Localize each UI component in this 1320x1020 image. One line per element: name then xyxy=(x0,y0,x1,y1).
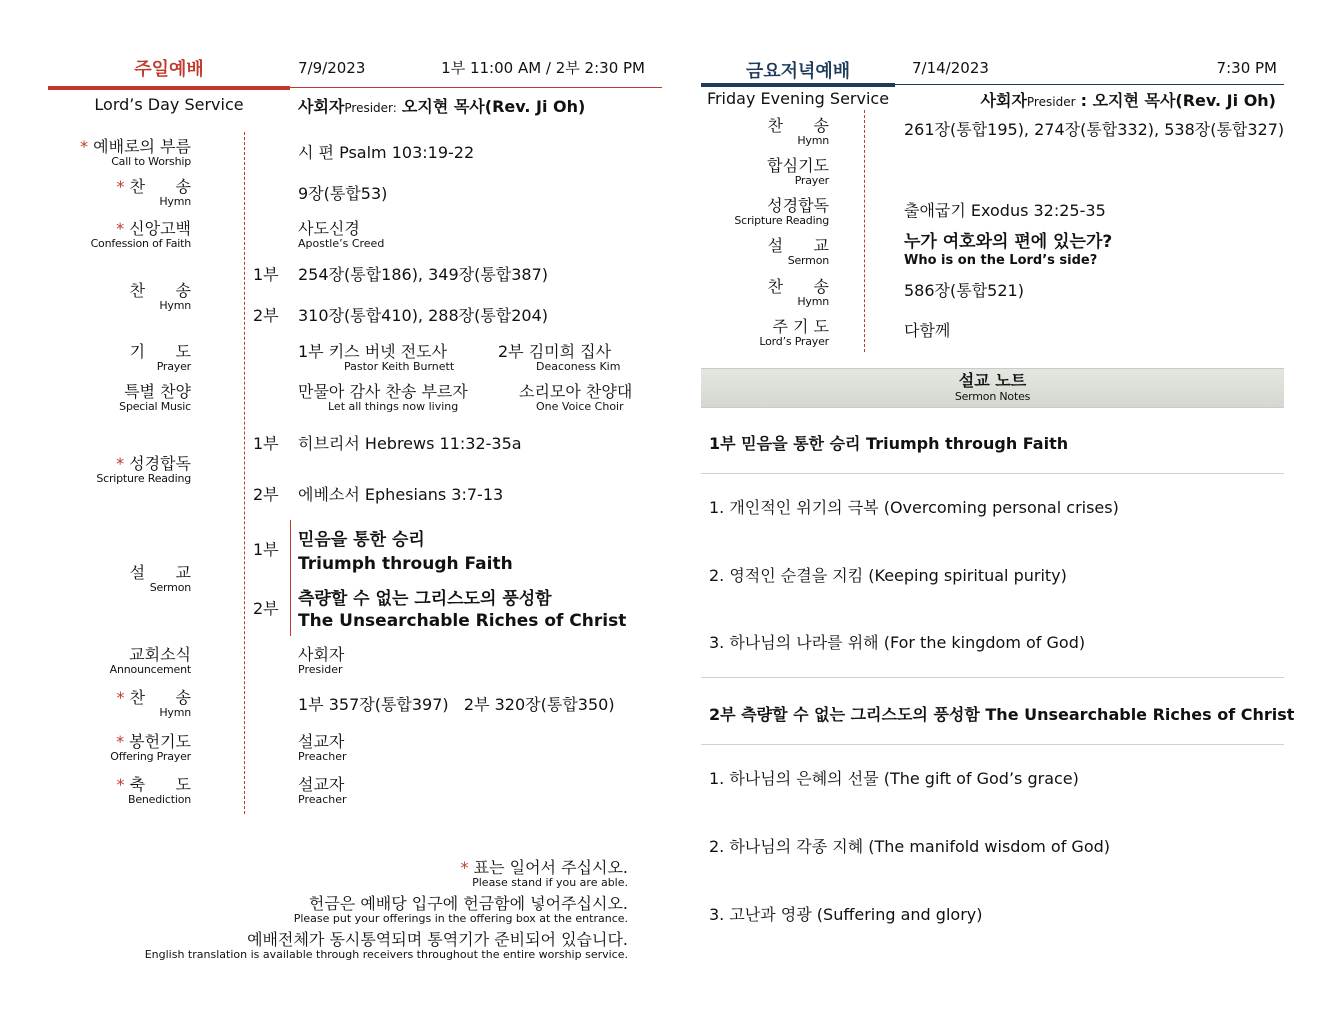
friday-presider-ko: 사회자 xyxy=(980,91,1027,110)
creed-label: * 신앙고백 Confession of Faith xyxy=(90,219,191,250)
sermon-title1: 믿음을 통한 승리 Triumph through Faith xyxy=(298,530,513,574)
call-to-worship-label: * 예배로의 부름 Call to Worship xyxy=(80,137,191,168)
hymn1-label: * 찬 송 Hymn xyxy=(116,177,191,208)
notes-rule-2 xyxy=(701,677,1284,678)
sermon-title2: 측량할 수 없는 그리스도의 풍성함 The Unsearchable Riches of Christ xyxy=(298,589,627,631)
stand-mark: * xyxy=(116,177,125,196)
friday-hymn1-value: 261장(통합195), 274장(통합332), 538장(통합327) xyxy=(904,120,1285,139)
stand-mark: * xyxy=(80,137,89,156)
footer-notes: * 표는 일어서 주십시오. Please stand if you are able. 헌금은 예배당 입구에 헌금함에 넣어주십시오. Please put your offerings in the offering box at the entrance. 예배전체가 동시통역되며 통역기가 준비되어 있습니다. English translation is available through receivers throughout the entire worship service. xyxy=(144,858,628,961)
friday-hymn2-value: 586장(통합521) xyxy=(904,281,1024,300)
sunday-divider xyxy=(244,132,245,814)
hymn3-value: 1부 357장(통합397) 2부 320장(통합350) xyxy=(298,695,615,714)
reading-part1: 1부 xyxy=(253,434,279,453)
notes-part1-item: 1. 개인적인 위기의 극복 (Overcoming personal crises) xyxy=(709,498,1119,517)
hymn1-value: 9장(통합53) xyxy=(298,184,388,203)
announcement-label: 교회소식 Announcement xyxy=(109,645,191,676)
stand-mark: * xyxy=(460,858,469,877)
sunday-presider xyxy=(298,94,585,117)
benediction-value: 설교자 Preacher xyxy=(298,775,347,806)
friday-divider xyxy=(864,110,865,352)
notes-part1-item: 2. 영적인 순결을 지킴 (Keeping spiritual purity) xyxy=(709,566,1067,585)
sunday-title-underline xyxy=(48,86,290,90)
hymn2-part1: 1부 xyxy=(253,265,279,284)
special-music-value1: 만물아 감사 찬송 부르자 Let all things now living xyxy=(298,382,468,413)
friday-sermon-title: 누가 여호와의 편에 있는가? Who is on the Lord’s side? xyxy=(904,232,1113,268)
friday-reading-label: 성경합독 Scripture Reading xyxy=(734,196,829,227)
sermon-divider xyxy=(290,520,291,636)
stand-mark: * xyxy=(116,775,125,794)
hymn3-label: * 찬 송 Hymn xyxy=(116,688,191,719)
sunday-time: 1부 11:00 AM / 2부 2:30 PM xyxy=(441,59,645,77)
hymn2-part2: 2부 xyxy=(253,306,279,325)
friday-presider-en: Presider xyxy=(1026,95,1076,109)
friday-hymn2-label: 찬 송 Hymn xyxy=(767,277,829,308)
sunday-presider-name: 오지현 목사(Rev. Ji Oh) xyxy=(401,97,586,116)
offering-prayer-label: * 봉헌기도 Offering Prayer xyxy=(110,732,191,763)
friday-title: 금요저녁예배 xyxy=(745,61,851,82)
prayer-value1: 1부 키스 버넷 전도사 Pastor Keith Burnett xyxy=(298,342,455,373)
stand-mark: * xyxy=(116,219,125,238)
friday-sermon-label: 설 교 Sermon xyxy=(767,236,829,267)
stand-mark: * xyxy=(116,732,125,751)
friday-date: 7/14/2023 xyxy=(912,59,989,77)
friday-presider xyxy=(900,88,1276,111)
friday-lords-prayer-value: 다함께 xyxy=(904,321,951,340)
reading-value2: 에베소서 Ephesians 3:7-13 xyxy=(298,485,504,504)
benediction-label: * 축 도 Benediction xyxy=(116,775,191,806)
sunday-title: 주일예배 xyxy=(134,59,204,80)
sermon-notes-title: 설교 노트 xyxy=(958,371,1027,390)
friday-prayer-label: 합심기도 Prayer xyxy=(767,156,829,187)
friday-hymn1-label: 찬 송 Hymn xyxy=(767,116,829,147)
announcement-value: 사회자 Presider xyxy=(298,645,345,676)
friday-time: 7:30 PM xyxy=(1216,59,1277,77)
sunday-presider-ko: 사회자 xyxy=(298,97,345,116)
sunday-subtitle: Lord’s Day Service xyxy=(94,95,244,114)
friday-title-underline xyxy=(701,83,895,87)
sermon-part1: 1부 xyxy=(253,540,279,559)
hymn2-value1: 254장(통합186), 349장(통합387) xyxy=(298,265,549,284)
reading-part2: 2부 xyxy=(253,485,279,504)
sermon-notes-header xyxy=(701,368,1284,408)
friday-lords-prayer-label: 주 기 도 Lord’s Prayer xyxy=(759,317,829,348)
notes-part2-item: 2. 하나님의 각종 지혜 (The manifold wisdom of God) xyxy=(709,837,1111,856)
offering-prayer-value: 설교자 Preacher xyxy=(298,732,347,763)
scripture-reading-label: * 성경합독 Scripture Reading xyxy=(96,454,191,485)
friday-subtitle: Friday Evening Service xyxy=(706,89,890,108)
sunday-date: 7/9/2023 xyxy=(298,59,366,77)
sunday-header-rule xyxy=(290,87,662,88)
sermon-notes-subtitle: Sermon Notes xyxy=(954,390,1031,403)
notes-part2-item: 3. 고난과 영광 (Suffering and glory) xyxy=(709,905,983,924)
stand-mark: * xyxy=(116,688,125,707)
prayer-value2: 2부 김미희 집사 Deaconess Kim xyxy=(498,342,621,373)
notes-part2-item: 1. 하나님의 은혜의 선물 (The gift of God’s grace) xyxy=(709,769,1079,788)
sunday-presider-en: Presider: xyxy=(344,101,397,115)
hymn2-value2: 310장(통합410), 288장(통합204) xyxy=(298,306,549,325)
notes-part1-heading: 1부 믿음을 통한 승리 Triumph through Faith xyxy=(709,434,1069,453)
notes-part1-item: 3. 하나님의 나라를 위해 (For the kingdom of God) xyxy=(709,633,1086,652)
notes-part2-heading: 2부 측량할 수 없는 그리스도의 풍성함 The Unsearchable Riches of Christ xyxy=(709,705,1295,724)
special-music-label: 특별 찬양 Special Music xyxy=(119,382,191,413)
notes-rule-3 xyxy=(701,744,1284,745)
prayer-label: 기 도 Prayer xyxy=(129,342,191,373)
special-music-value2: 소리모아 찬양대 One Voice Choir xyxy=(519,382,633,413)
friday-reading-value: 출애굽기 Exodus 32:25-35 xyxy=(904,201,1106,220)
call-to-worship-value: 시 편 Psalm 103:19-22 xyxy=(298,143,475,162)
friday-header-rule xyxy=(895,84,1284,85)
reading-value1: 히브리서 Hebrews 11:32-35a xyxy=(298,434,522,453)
stand-mark: * xyxy=(116,454,125,473)
creed-value: 사도신경 Apostle’s Creed xyxy=(298,219,385,250)
hymn2-label: 찬 송 Hymn xyxy=(129,281,191,312)
sermon-label: 설 교 Sermon xyxy=(129,563,191,594)
notes-rule-1 xyxy=(701,473,1284,474)
friday-presider-name: : 오지현 목사(Rev. Ji Oh) xyxy=(1080,91,1276,110)
sermon-part2: 2부 xyxy=(253,599,279,618)
